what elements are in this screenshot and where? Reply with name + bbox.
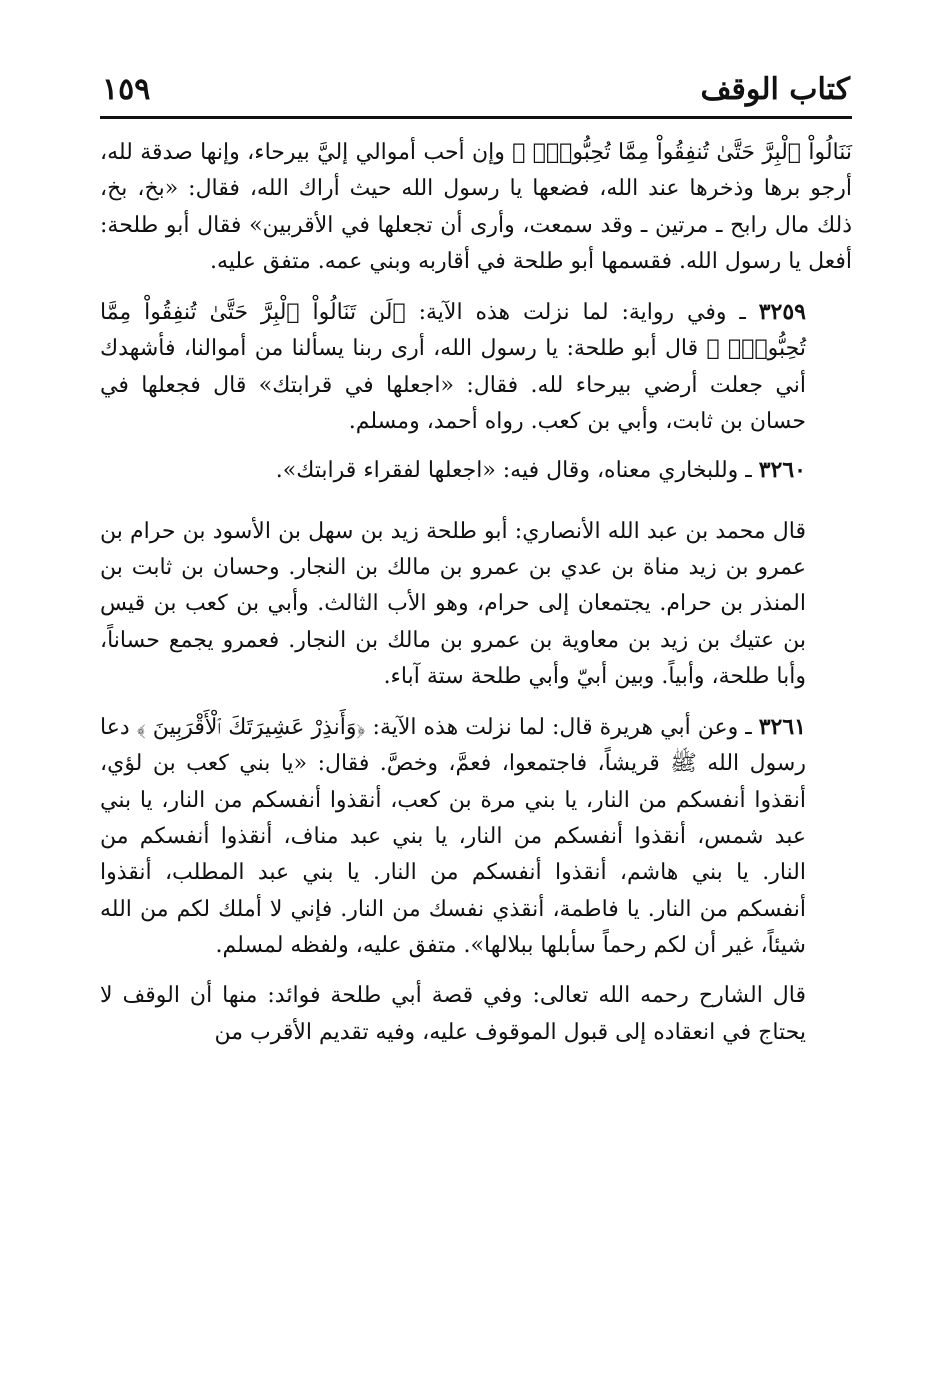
hadith-number: ٣٢٦١ xyxy=(758,714,806,741)
book-title: كتاب الوقف xyxy=(700,72,850,107)
paragraph-hadith-3260 xyxy=(100,452,852,489)
hadith-text: ـ وللبخاري معناه، وقال فيه: «اجعلها لفقراء قرابتك». xyxy=(275,458,759,484)
hadith-number: ٣٢٥٩ xyxy=(758,299,806,326)
paragraph-hadith-continuation: نَنَالُواْ ٱلْبِرَّ حَتَّىٰ تُنفِقُواْ مِمَّا تُحِبُّونَۚ ﴾ وإن أحب أموالي إليَّ بيرحاء، وإنها صدقة لله، أرجو برها وذخرها عند الله، فضعها يا رسول الله حيث أراك الله، فقال: «بخ، بخ، ذلك مال رابح ـ مرتين ـ وقد سمعت، وأرى أن تجعلها في الأقربين» فقال أبو طلحة: أفعل يا رسول الله. فقسمها أبو طلحة في أقاربه وبني عمه. متفق عليه. xyxy=(100,140,852,274)
paragraph-hadith-3259 xyxy=(100,294,852,440)
hadith-text: ـ وعن أبي هريرة قال: لما نزلت هذه الآية: ﴿وَأَنذِرْ عَشِيرَتَكَ ٱلْأَقْرَبِينَ ﴾ دعا رسول الله ﷺ قريشاً، فاجتمعوا، فعمَّ، وخصَّ. فقال: «يا بني كعب بن لؤي، أنقذوا أنفسكم من النار، يا بني مرة بن كعب، أنقذوا أنفسكم من النار، يا بني عبد شمس، أنقذوا أنفسكم من النار، يا بني عبد مناف، أنقذوا أنفسكم من النار. يا بني هاشم، أنقذوا أنفسكم من النار. يا بني عبد المطلب، أنقذوا أنفسكم من النار. يا فاطمة، أنقذي نفسك من النار. فإني لا أملك لكم من الله شيئاً، غير أن لكم رحماً سأبلها ببلالها». متفق عليه، ولفظه لمسلم. xyxy=(100,715,806,958)
paragraph-lineage-commentary: قال محمد بن عبد الله الأنصاري: أبو طلحة زيد بن سهل بن الأسود بن حرام بن عمرو بن زيد مناة بن عدي بن عمرو بن مالك بن النجار. وحسان بن ثابت بن المنذر بن حرام. يجتمعان إلى حرام، وهو الأب الثالث. وأبي بن كعب بن قيس بن عتيك بن زيد بن معاوية بن عمرو بن مالك بن النجار. فعمرو يجمع حساناً، وأبا طلحة، وأبياً. وبين أبيّ وأبي طلحة ستة آباء. xyxy=(100,518,806,689)
hadith-number: ٣٢٦٠ xyxy=(758,457,806,484)
page-number: ١٥٩ xyxy=(102,72,151,107)
running-header xyxy=(100,68,852,119)
paragraph-commentator-notes: قال الشارح رحمه الله تعالى: وفي قصة أبي طلحة فوائد: منها أن الوقف لا يحتاج في انعقاده إلى قبول الموقوف عليه، وفيه تقديم الأقرب من xyxy=(100,983,806,1045)
paragraph-hadith-3261 xyxy=(100,709,852,964)
hadith-text: ـ وفي رواية: لما نزلت هذه الآية: ﴿لَن تَنَالُواْ ٱلْبِرَّ حَتَّىٰ تُنفِقُواْ مِمَّا تُحِبُّونَۚ ﴾ قال أبو طلحة: يا رسول الله، أرى ربنا يسألنا من أموالنا، فأشهدك أني جعلت أرضي بيرحاء لله. فقال: «اجعلها في قرابتك» قال فجعلها في حسان بن ثابت، وأبي بن كعب. رواه أحمد، ومسلم. xyxy=(100,300,806,435)
book-page xyxy=(100,68,852,1051)
